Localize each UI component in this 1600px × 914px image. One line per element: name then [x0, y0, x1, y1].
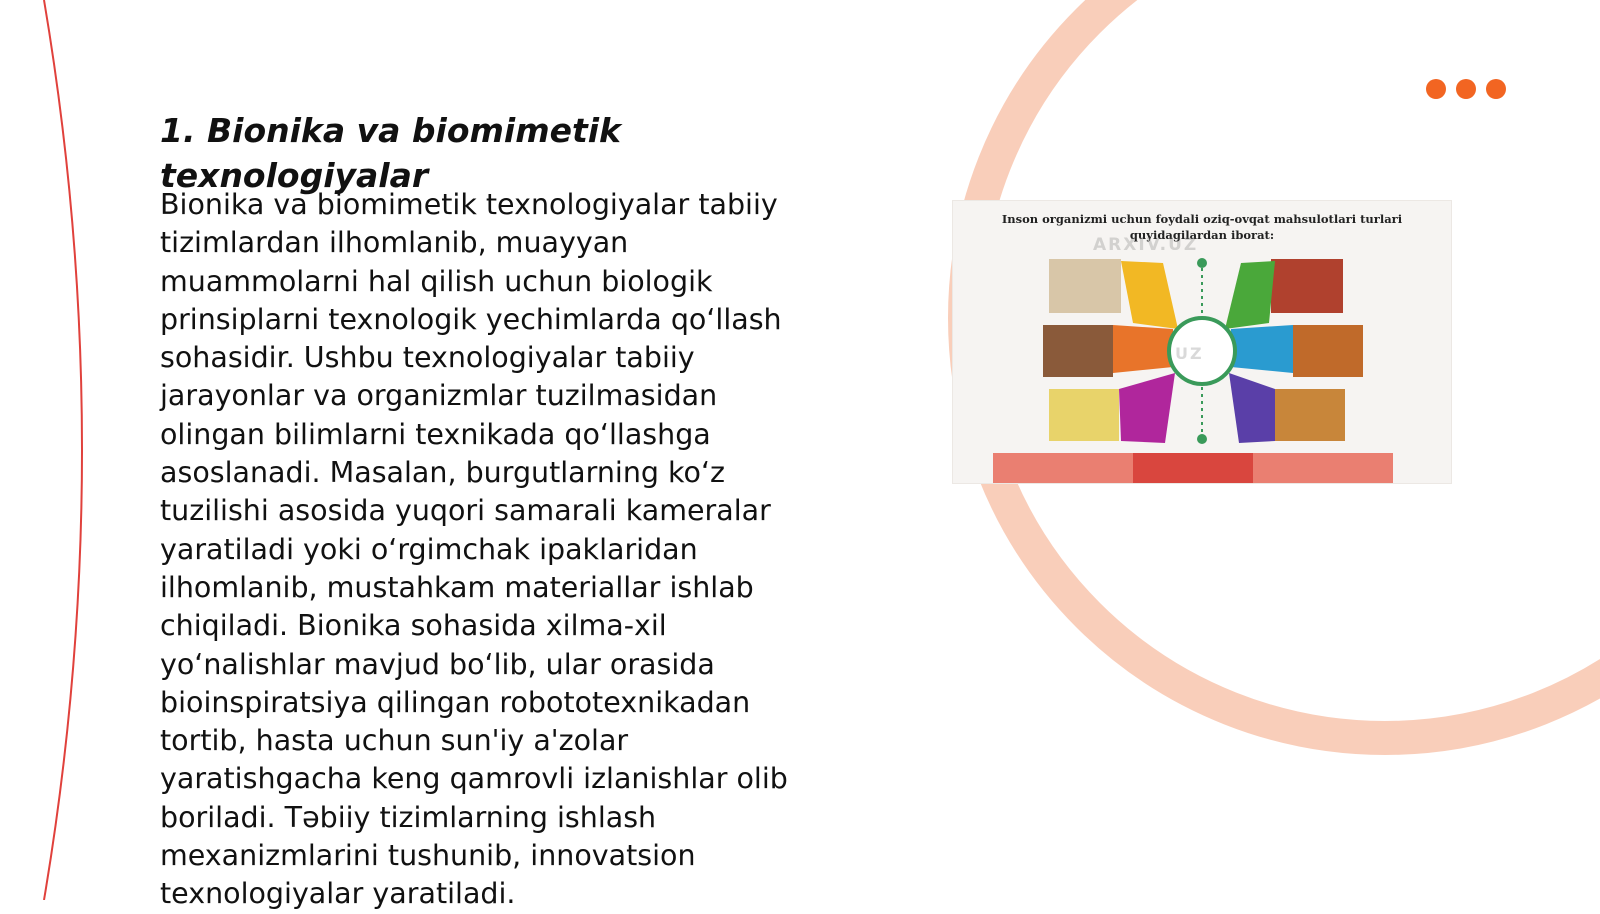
watermark-text: ARXIV.UZ: [1093, 235, 1199, 255]
bottom-food-strip: [1133, 453, 1253, 483]
left-accent-curve: [44, 0, 82, 900]
axis-node-icon: [1197, 434, 1207, 444]
orange-segment: [1113, 325, 1173, 373]
infographic-caption: Inson organizmi uchun foydali oziq-ovqat mahsulotlari turlari quyidagilardan iborat:: [1001, 212, 1403, 242]
blue-segment: [1231, 325, 1293, 373]
food-photo-tile: [1043, 325, 1113, 377]
food-photo-tile: [1049, 389, 1119, 441]
food-photo-tile: [1271, 259, 1343, 313]
food-photo-tile: [1293, 325, 1363, 377]
infographic-drawing: [953, 201, 1451, 483]
green-segment: [1225, 261, 1275, 329]
dot-icon: [1426, 79, 1446, 99]
slide-title: 1. Bionika va biomimetik texnologiyalar: [160, 111, 622, 195]
purple-segment: [1229, 373, 1275, 443]
food-infographic-image: [952, 200, 1452, 484]
yellow-segment: [1121, 261, 1178, 329]
three-dots-decoration: [1426, 79, 1506, 99]
dot-icon: [1456, 79, 1476, 99]
food-photo-tile: [1049, 259, 1121, 313]
magenta-segment: [1119, 373, 1175, 443]
food-photo-tile: [1275, 389, 1345, 441]
slide-body-text: Bionika va biomimetik texnologiyalar tabiiy tizimlardan ilhomlanib, muayyan muammolarni hal qilish uchun biologik prinsiplarni texnologik yechimlarda qo‘llash sohasidir. Ushbu texnologiyalar tabiiy jarayonlar va organizmlar tuzilmasidan olingan bilimlarni texnikada qo‘llashga asoslanadi. Masalan, burgutlarning ko‘z tuzilishi asosida yuqori samarali kameralar yaratiladi yoki o‘rgimchak ipaklaridan ilhomlanib, mustahkam materiallar ishlab chiqiladi. Bionika sohasida xilma-xil yo‘nalishlar mavjud bo‘lib, ular orasida bioinspiratsiya qilingan robototexnikadan tortib, hasta uchun sun'iy a'zolar yaratishgacha keng qamrovli izlanishlar olib boriladi. Təbiiy tizimlarning ishlash mexanizmlarini tushunib, innovatsion texnologiyalar yaratiladi.: [160, 188, 788, 911]
dot-icon: [1486, 79, 1506, 99]
watermark-text: UZ: [1175, 344, 1204, 363]
axis-node-icon: [1197, 258, 1207, 268]
